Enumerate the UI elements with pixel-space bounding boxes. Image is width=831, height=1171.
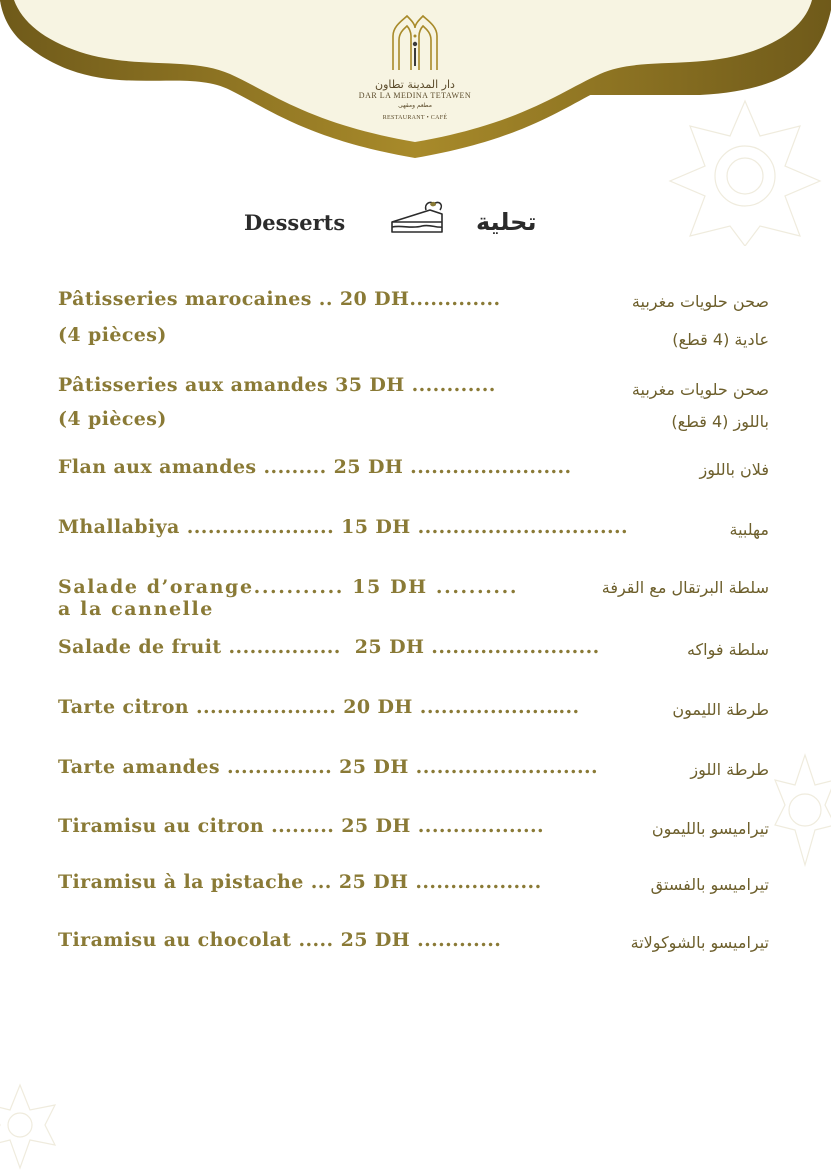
logo-subtitle-arabic: مطعم ومقهى (398, 102, 432, 109)
item-french: Salade d’orange........... 15 DH .......... (58, 576, 519, 598)
item-arabic: طرطة اللوز (690, 760, 769, 779)
item-french-detail: (4 pièces) (58, 408, 167, 430)
item-french: Pâtisseries aux amandes 35 DH ............ (58, 374, 496, 396)
item-arabic: سلطة البرتقال مع القرفة (601, 578, 769, 597)
item-arabic: تيراميسو بالليمون (651, 819, 769, 838)
cake-slice-icon (386, 198, 446, 236)
logo-arabic-name: دار المدينة تطاون (375, 78, 455, 91)
item-french: Tarte amandes ............... 25 DH .......................... (58, 756, 599, 778)
logo-name: DAR LA MEDINA TETAWEN (358, 91, 472, 100)
logo-subtitle: RESTAURANT • CAFÉ (382, 115, 448, 121)
item-arabic: صحن حلويات مغربية (631, 380, 769, 399)
item-french-detail: a la cannelle (58, 598, 214, 620)
item-arabic: صحن حلويات مغربية (631, 292, 769, 311)
item-french: Tiramisu au citron ......... 25 DH .................. (58, 815, 545, 837)
item-arabic: تيراميسو بالفستق (650, 875, 769, 894)
item-french-detail: (4 pièces) (58, 324, 167, 346)
medina-arch-icon (385, 14, 445, 72)
item-french: Pâtisseries marocaines .. 20 DH............. (58, 288, 501, 310)
item-arabic-detail: عادية (4 قطع) (672, 330, 769, 349)
star-ornament-bottom-left (0, 1080, 60, 1170)
item-arabic-detail: باللوز (4 قطع) (671, 412, 769, 431)
item-french: Tiramisu à la pistache ... 25 DH .................. (58, 871, 542, 893)
item-french: Tarte citron .................... 20 DH ..................….. (58, 696, 580, 718)
item-arabic: سلطة فواكه (686, 640, 769, 659)
item-french: Flan aux amandes ......... 25 DH ....................... (58, 456, 572, 478)
section-header (0, 208, 831, 248)
item-french: Salade de fruit ................ 25 DH ........................ (58, 636, 600, 658)
item-french: Tiramisu au chocolat ..... 25 DH ............ (58, 929, 502, 951)
restaurant-logo (330, 14, 500, 121)
item-french: Mhallabiya ..................... 15 DH .............................. (58, 516, 629, 538)
section-title-arabic: تحلية (476, 208, 537, 236)
item-arabic: فلان باللوز (699, 460, 769, 479)
item-arabic: مهلبية (729, 520, 769, 539)
item-arabic: تيراميسو بالشوكولاتة (630, 933, 769, 952)
item-arabic: طرطة الليمون (672, 700, 769, 719)
section-title-french: Desserts (244, 210, 346, 235)
